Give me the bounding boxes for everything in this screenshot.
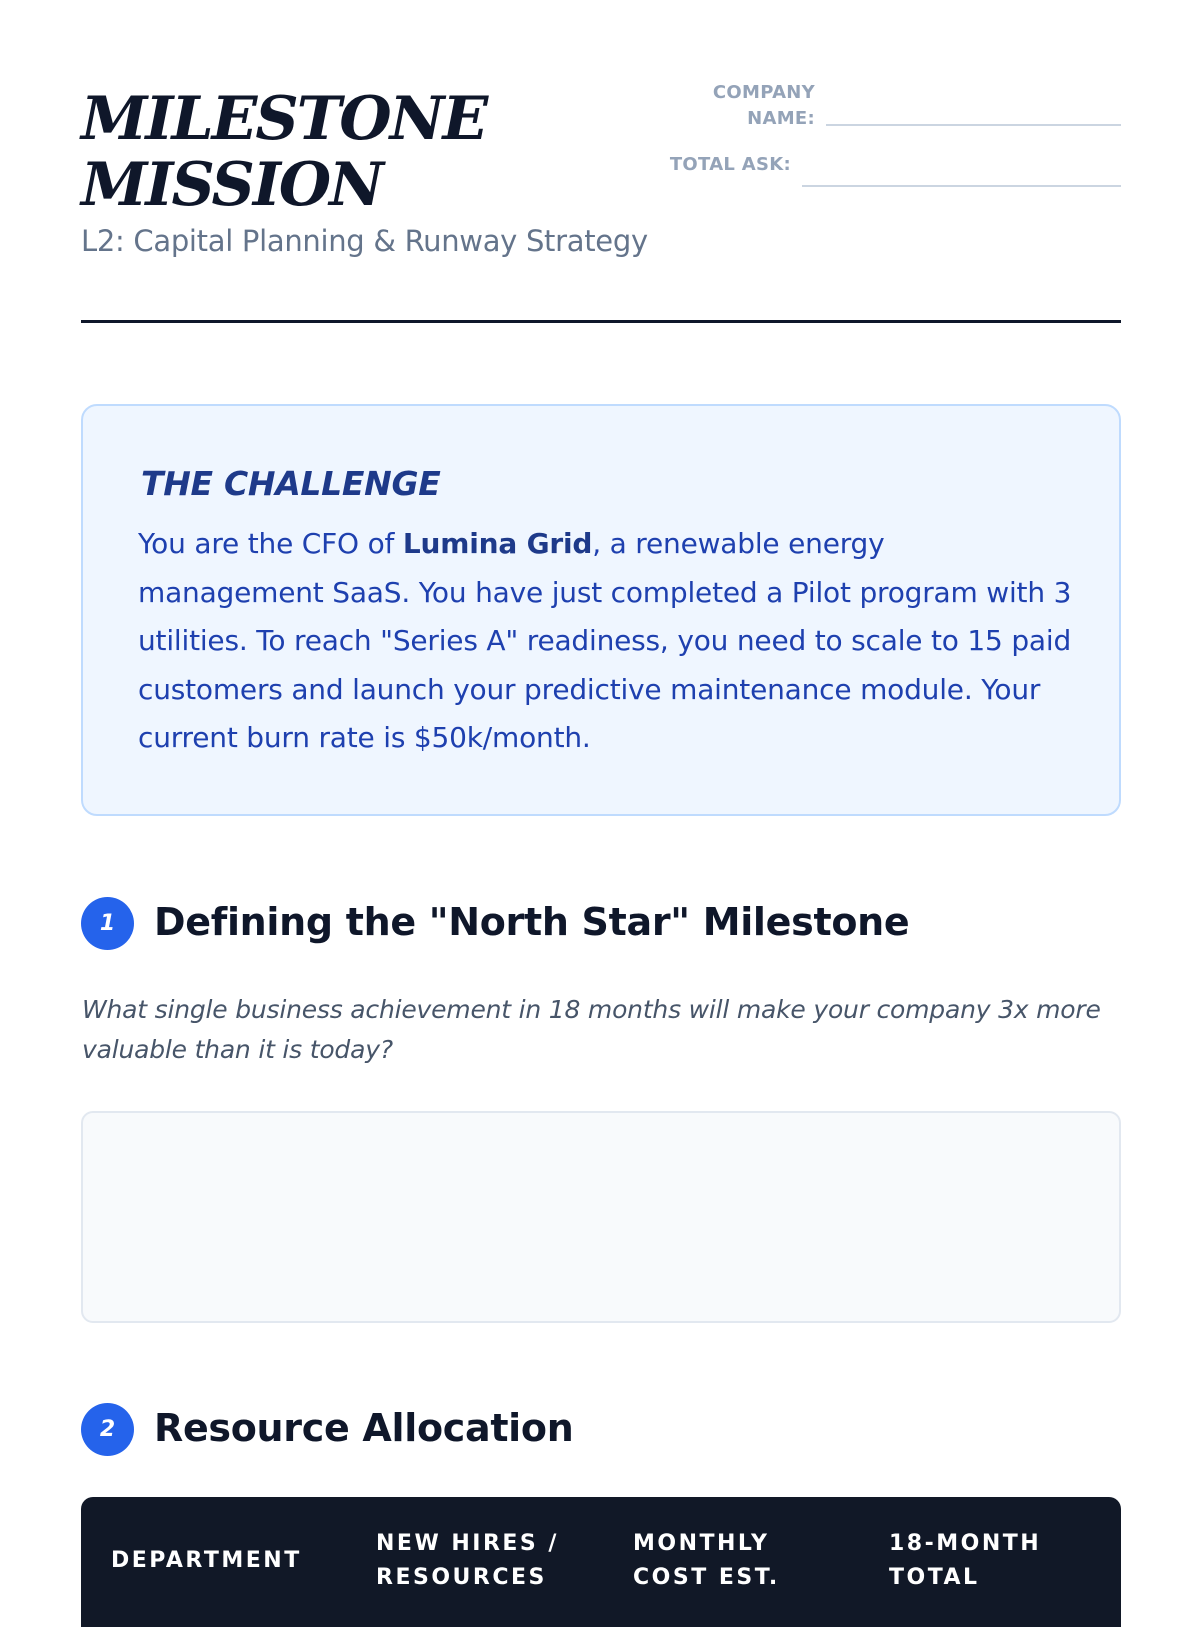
- column-header-department: [111, 1544, 351, 1578]
- challenge-text: [138, 520, 1073, 763]
- challenge-text-body: , a renewable energy management SaaS. You have just completed a Pilot program with 3 utilities. To reach "Series A" readiness, you need to scale to 15 paid customers and launch your predictive maintenance module. Your current burn rate is $50k/month.: [138, 527, 1072, 754]
- header-divider: [81, 320, 1121, 323]
- title-line-2: MISSION: [81, 150, 382, 220]
- column-header-line: COST EST.: [633, 1565, 780, 1590]
- page-subtitle: L2: Capital Planning & Runway Strategy: [81, 224, 648, 258]
- company-label-line-2: NAME:: [747, 108, 815, 129]
- section-1-number-badge: 1: [81, 897, 134, 950]
- company-label-line-1: COMPANY: [712, 82, 815, 103]
- challenge-company-name: Lumina Grid: [402, 527, 593, 560]
- column-header-monthly-cost: [633, 1527, 853, 1595]
- section-2-title: Resource Allocation: [154, 1406, 574, 1450]
- section-2-header: [81, 1403, 1121, 1457]
- column-header-new-hires: [376, 1527, 606, 1595]
- worksheet-page: [81, 0, 1121, 1600]
- section-2-number-badge: 2: [81, 1403, 134, 1456]
- company-name-field[interactable]: [826, 124, 1121, 126]
- column-header-line: TOTAL: [889, 1565, 980, 1590]
- column-header-line: NEW HIRES /: [376, 1531, 559, 1556]
- challenge-text-intro: You are the CFO of: [138, 527, 403, 560]
- column-header-18-month-total: [889, 1527, 1109, 1595]
- section-1-header: [81, 897, 1121, 951]
- challenge-heading: THE CHALLENGE: [141, 464, 441, 503]
- challenge-box: [81, 404, 1121, 816]
- worksheet-header: [81, 78, 1121, 324]
- section-1-prompt: What single business achievement in 18 months will make your company 3x more valuable than it is today?: [82, 995, 1101, 1064]
- column-header-line: 18-MONTH: [889, 1531, 1042, 1556]
- company-name-label: [615, 80, 815, 132]
- total-ask-field[interactable]: [802, 185, 1121, 187]
- resource-allocation-table: [81, 1497, 1121, 1627]
- north-star-answer-field[interactable]: [81, 1111, 1121, 1323]
- column-header-line: RESOURCES: [376, 1565, 547, 1590]
- column-header-line: MONTHLY: [633, 1531, 770, 1556]
- total-ask-label: TOTAL ASK:: [669, 154, 791, 175]
- section-1-title: Defining the "North Star" Milestone: [154, 900, 910, 944]
- page-title: [81, 86, 501, 218]
- column-header-line: DEPARTMENT: [111, 1548, 302, 1573]
- title-line-1: MILESTONE: [81, 84, 487, 154]
